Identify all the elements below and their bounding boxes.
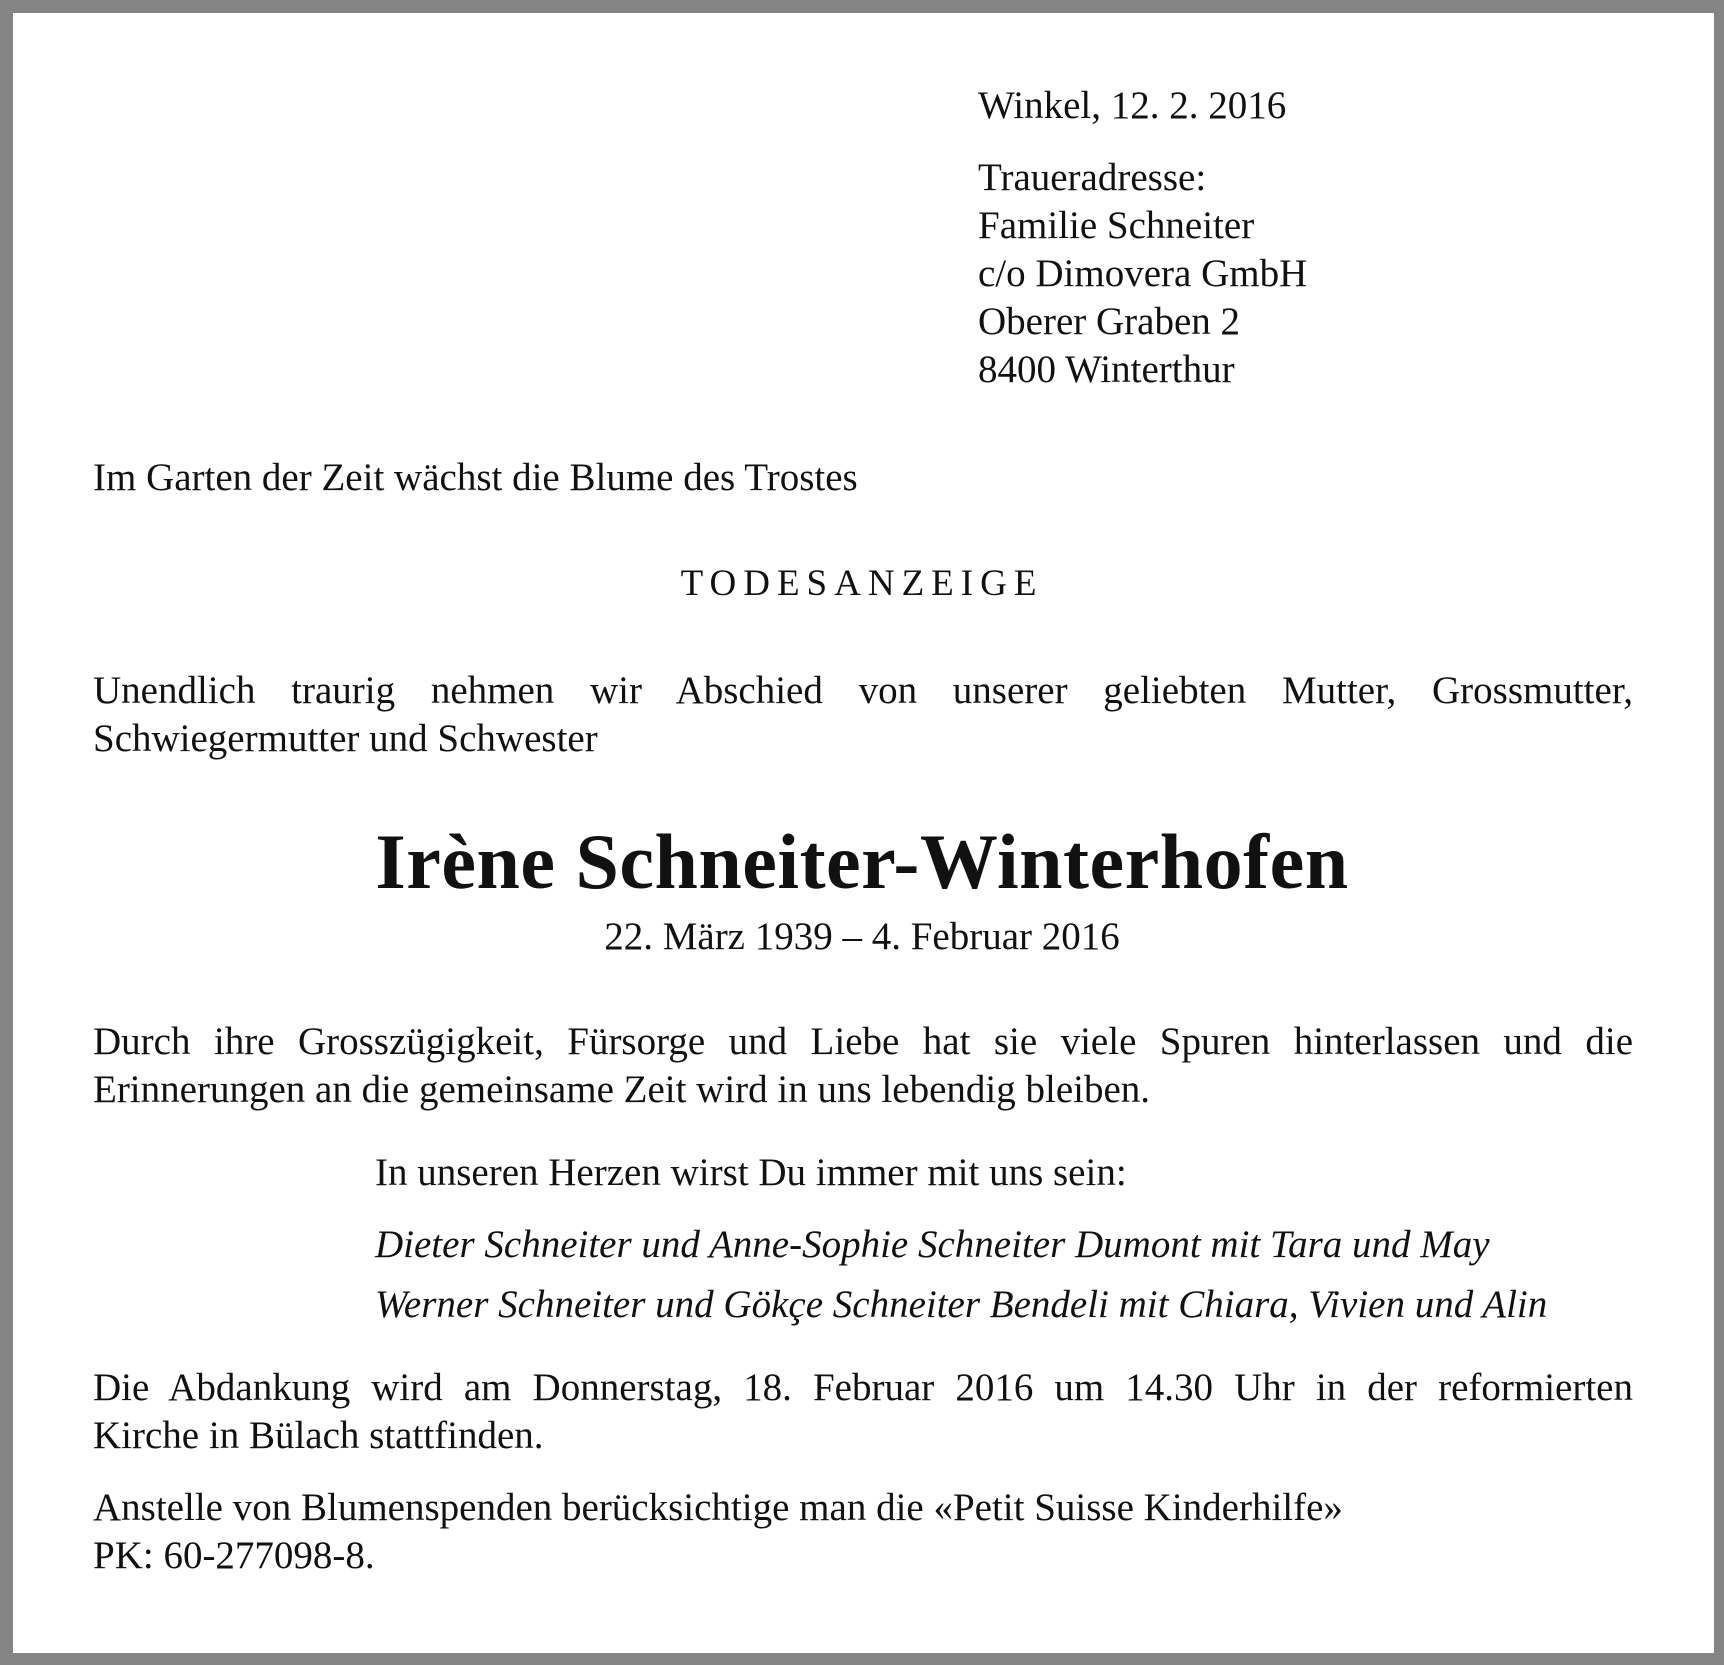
address-line: c/o Dimovera GmbH (978, 252, 1308, 295)
intro-line: Schwiegermutter und Schwester (93, 717, 598, 760)
mourner-family: Werner Schneiter und Gökçe Schneiter Bendeli mit Chiara, Vivien und Alin (375, 1283, 1548, 1326)
deceased-name: Irène Schneiter-Winterhofen (375, 818, 1349, 905)
notice-title: TODESANZEIGE (680, 563, 1044, 604)
tribute-paragraph (93, 1018, 1633, 1114)
motto: Im Garten der Zeit wächst die Blume des Trostes (93, 456, 858, 499)
address-line: Oberer Graben 2 (978, 300, 1241, 343)
service-line: Kirche in Bülach stattfinden. (93, 1414, 544, 1457)
place-date: Winkel, 12. 2. 2016 (978, 84, 1287, 127)
tribute-line: Durch ihre Grosszügigkeit, Fürsorge und Liebe hat sie viele Spuren hinterlassen und die (93, 1020, 1633, 1063)
mourners-intro: In unseren Herzen wirst Du immer mit uns sein: (375, 1151, 1127, 1194)
address-line: Familie Schneiter (978, 204, 1255, 247)
donation-line: Anstelle von Blumenspenden berücksichtige man die «Petit Suisse Kinderhilfe» (93, 1486, 1343, 1529)
intro-line: Unendlich traurig nehmen wir Abschied von unserer geliebten Mutter, Grossmutter, (93, 669, 1633, 712)
service-paragraph (93, 1364, 1633, 1460)
service-line: Die Abdankung wird am Donnerstag, 18. Februar 2016 um 14.30 Uhr in der reformierten (93, 1366, 1633, 1409)
address-label: Traueradresse: (978, 156, 1207, 199)
tribute-line: Erinnerungen an die gemeinsame Zeit wird in uns lebendig bleiben. (93, 1068, 1151, 1111)
intro-paragraph (93, 667, 1633, 763)
donation-account: PK: 60-277098-8. (93, 1534, 375, 1577)
life-dates: 22. März 1939 – 4. Februar 2016 (604, 915, 1120, 958)
mourner-family: Dieter Schneiter und Anne-Sophie Schneiter Dumont mit Tara und May (375, 1223, 1490, 1266)
address-line: 8400 Winterthur (978, 348, 1235, 391)
